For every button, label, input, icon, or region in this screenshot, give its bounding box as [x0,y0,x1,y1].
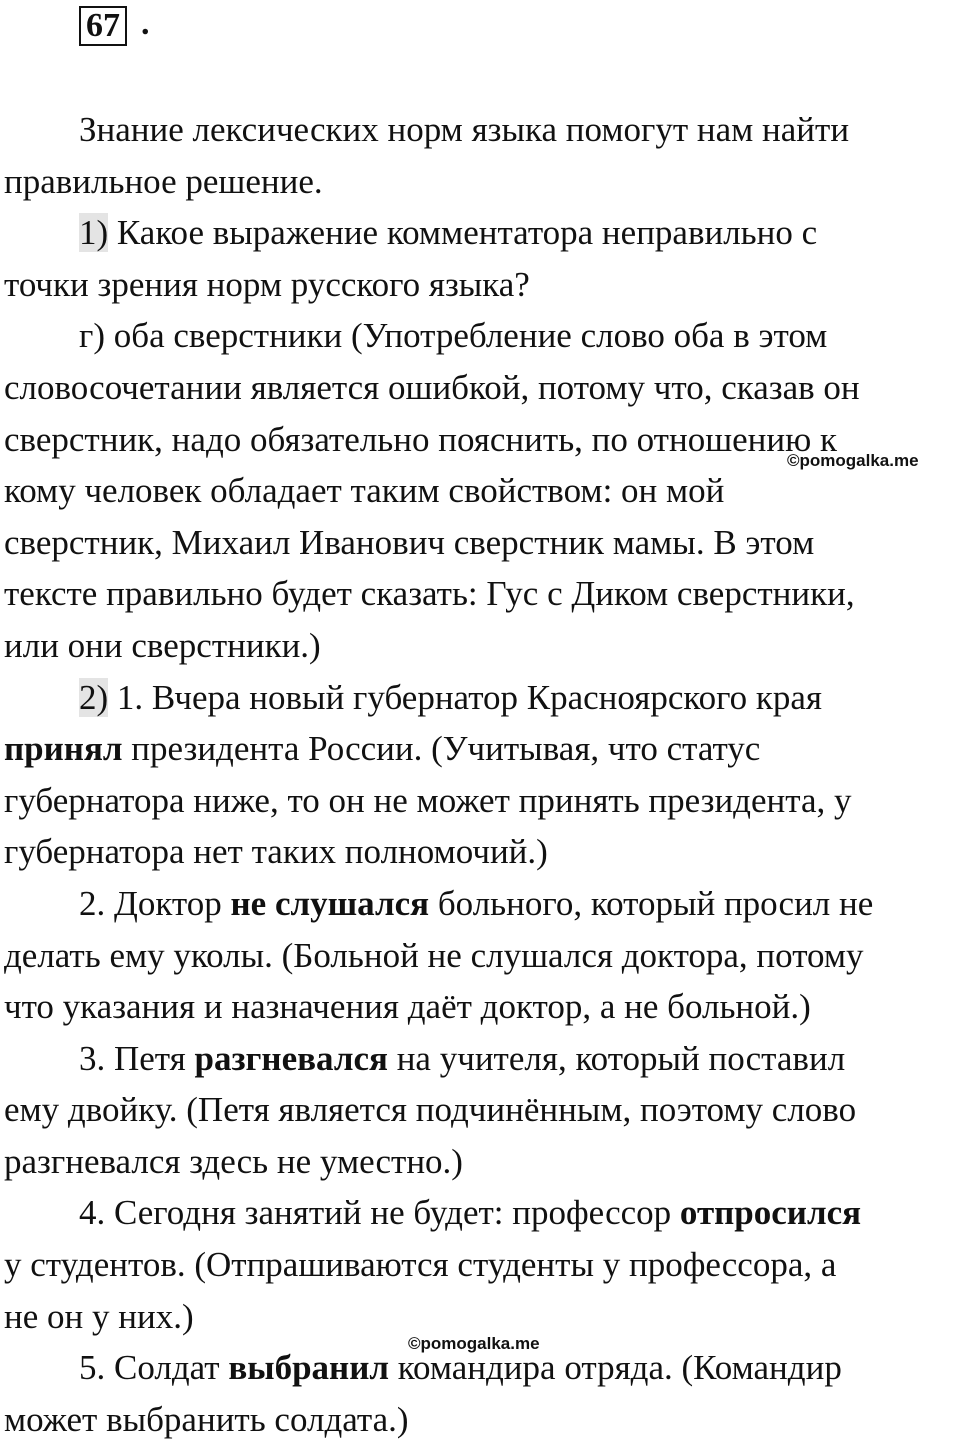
bold-word: принял [4,729,123,769]
text-line: правильное решение. [4,161,323,201]
text-line: ему двойку. (Петя является подчинённым, поэтому слово [4,1090,857,1130]
text-line: сверстник, Михаил Иванович сверстник мамы. В этом [4,522,815,562]
text-fragment: президента России. (Учитывая, что статус [122,729,761,769]
text-line [4,723,960,775]
text-line: кому человек обладает таким свойством: он мой [4,471,725,511]
text-line: тексте правильно будет сказать: Гус с Диком сверстники, [4,574,855,614]
text-fragment: 1. Вчера новый губернатор Красноярского края [108,677,822,717]
text-line: точки зрения норм русского языка? [4,264,530,304]
text-fragment: командира отряда. (Командир [389,1348,842,1388]
answer-text [4,104,960,1445]
bold-word: отпросился [679,1193,862,1233]
answer-part-marker: 1) [79,213,109,253]
text-line: у студентов. (Отпрашиваются студенты у профессора, а [4,1245,837,1285]
text-line: делать ему уколы. (Больной не слушался доктора, потому [4,935,864,975]
text-line: г) оба сверстники (Употребление слово оба в этом [79,316,828,356]
bold-word: выбранил [228,1348,390,1388]
text-line [4,1187,960,1239]
text-line [4,878,960,930]
text-line: сверстник, надо обязательно пояснить, по отношению к [4,419,838,459]
task-number-dot: . [141,5,150,42]
bold-word: не слушался [230,883,430,923]
bold-word: разгневался [194,1038,388,1078]
text-fragment: 3. Петя [79,1038,195,1078]
text-line [4,207,960,259]
text-line: что указания и назначения даёт доктор, а не больной.) [4,987,811,1027]
text-fragment: 4. Сегодня занятий не будет: профессор [79,1193,680,1233]
watermark: ©pomogalka.me [787,451,919,470]
text-line: губернатора ниже, то он не может принять президента, у [4,780,852,820]
text-line: или они сверстники.) [4,625,321,665]
text-line: не он у них.) [4,1296,194,1336]
text-fragment: 5. Солдат [79,1348,229,1388]
text-line: может выбранить солдата.) [4,1399,409,1439]
answer-part-marker: 2) [79,677,109,717]
text-fragment: на учителя, который поставил [387,1038,846,1078]
watermark: ©pomogalka.me [408,1334,540,1353]
text-line: словосочетании является ошибкой, потому что, сказав он [4,367,860,407]
text-fragment: 2. Доктор [79,883,231,923]
text-line [4,672,960,724]
text-line: Знание лексических норм языка помогут нам найти [79,110,850,149]
text-line [4,1033,960,1085]
text-line: губернатора нет таких полномочий.) [4,832,548,872]
text-fragment: больного, который просил не [429,883,874,923]
text-line: разгневался здесь не уместно.) [4,1141,463,1181]
task-number: 67 [79,6,127,46]
text-fragment: Какое выражение комментатора неправильно с [108,213,818,253]
